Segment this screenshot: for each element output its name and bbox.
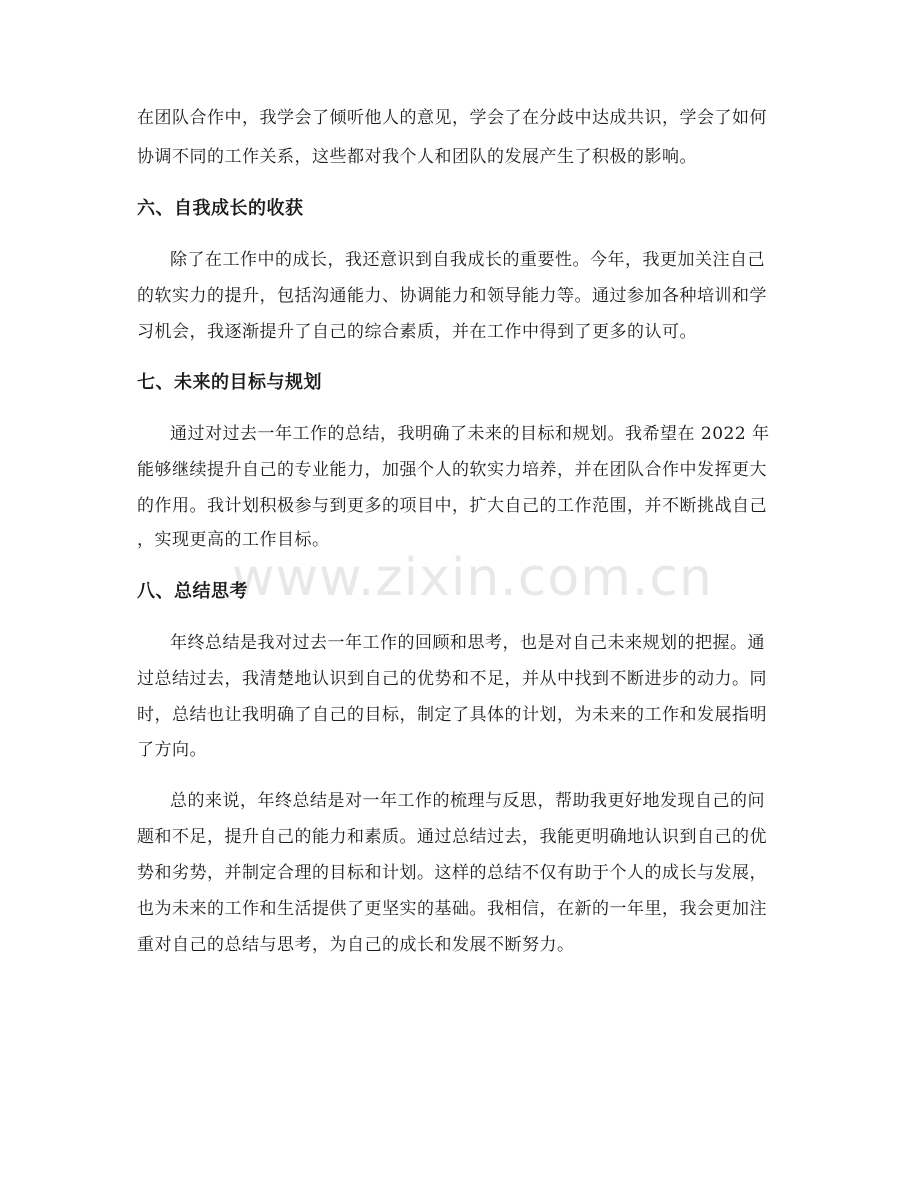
section8-para1-line: 时，总结也让我明确了自己的目标，制定了具体的计划，为未来的工作和发展指明 xyxy=(137,705,767,725)
section8-para2-line: 题和不足，提升自己的能力和素质。通过总结过去，我能更明确地认识到自己的优 xyxy=(137,827,767,847)
section7-line: 通过对过去一年工作的总结，我明确了未来的目标和规划。我希望在 2022 年 xyxy=(170,424,770,444)
section8-para2-line: 势和劣势，并制定合理的目标和计划。这样的总结不仅有助于个人的成长与发展， xyxy=(137,863,767,883)
intro-line: 在团队合作中，我学会了倾听他人的意见，学会了在分歧中达成共识，学会了如何 xyxy=(137,108,767,128)
section8-para2-line: 总的来说，年终总结是对一年工作的梳理与反思，帮助我更好地发现自己的问 xyxy=(170,791,765,811)
section6-line: 除了在工作中的成长，我还意识到自我成长的重要性。今年，我更加关注自己 xyxy=(170,250,765,270)
section6-line: 的软实力的提升，包括沟通能力、协调能力和领导能力等。通过参加各种培训和学 xyxy=(137,286,767,306)
section7-line: 的作用。我计划积极参与到更多的项目中，扩大自己的工作范围，并不断挑战自己 xyxy=(137,496,767,516)
section-heading-7: 七、未来的目标与规划 xyxy=(137,372,322,393)
section8-para2-line: 也为未来的工作和生活提供了更坚实的基础。我相信，在新的一年里，我会更加注 xyxy=(137,899,767,919)
section8-para1-line: 过总结过去，我清楚地认识到自己的优势和不足，并从中找到不断进步的动力。同 xyxy=(137,669,767,689)
intro-line: 协调不同的工作关系，这些都对我个人和团队的发展产生了积极的影响。 xyxy=(137,147,697,167)
section8-para1-line: 了方向。 xyxy=(137,740,207,760)
section7-line: ，实现更高的工作目标。 xyxy=(137,530,330,550)
section-heading-6: 六、自我成长的收获 xyxy=(137,198,304,219)
section8-para2-line: 重对自己的总结与思考，为自己的成长和发展不断努力。 xyxy=(137,935,575,955)
section7-line: 能够继续提升自己的专业能力，加强个人的软实力培养，并在团队合作中发挥更大 xyxy=(137,460,767,480)
section8-para1-line: 年终总结是我对过去一年工作的回顾和思考，也是对自己未来规划的把握。通 xyxy=(170,633,765,653)
section-heading-8: 八、总结思考 xyxy=(137,581,248,602)
watermark: www.zixin.com.cn xyxy=(232,548,713,608)
section6-line: 习机会，我逐渐提升了自己的综合素质，并在工作中得到了更多的认可。 xyxy=(137,322,697,342)
